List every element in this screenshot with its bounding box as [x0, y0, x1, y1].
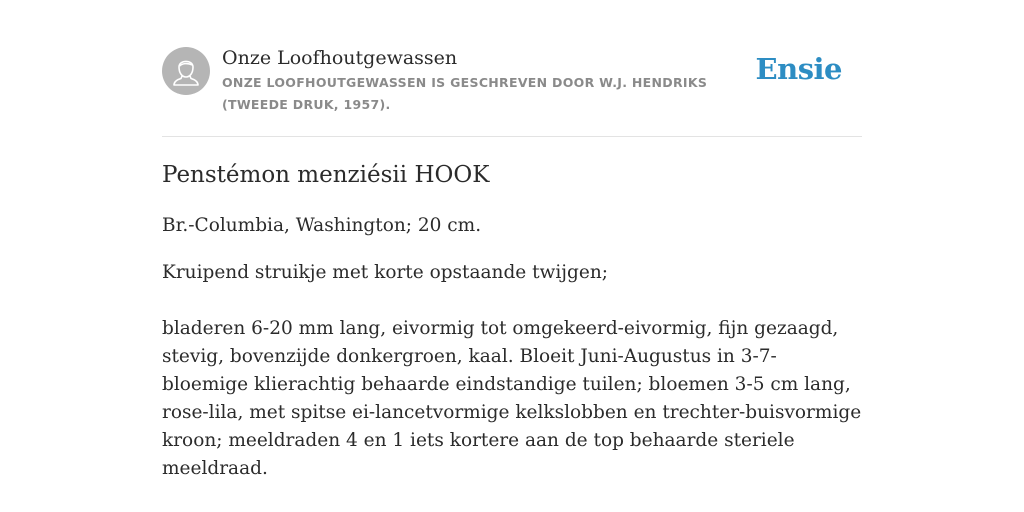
- user-silhouette-icon: [162, 47, 210, 95]
- source-header: [162, 46, 862, 137]
- source-description: ONZE LOOFHOUTGEWASSEN IS GESCHREVEN DOOR W.J. HENDRIKS (TWEEDE DRUK, 1957).: [222, 75, 708, 112]
- entry-paragraph-distribution: Br.-Columbia, Washington; 20 cm.: [162, 215, 482, 236]
- source-title[interactable]: Onze Loofhoutgewassen: [222, 47, 458, 69]
- entry-paragraph-habit: Kruipend struikje met korte opstaande twijgen;: [162, 262, 608, 283]
- avatar: [162, 47, 210, 95]
- entry-title: Penstémon menziésii HOOK: [162, 162, 490, 188]
- brand-logo-link[interactable]: Ensie: [755, 52, 842, 86]
- entry-content: [162, 158, 862, 483]
- entry-paragraph-description: bladeren 6-20 mm lang, eivormig tot omgekeerd-eivormig, fijn gezaagd, stevig, bovenzijde donkergroen, kaal. Bloeit Juni-Augustus in 3-7-bloemige klierachtig behaarde eindstandige tuilen; bloemen 3-5 cm lang, rose-lila, met spitse ei-lancetvormige kelkslobben en trechter-buisvormige kroon; meeldraden 4 en 1 iets kortere aan de top behaarde steriele meeldraad.: [162, 318, 862, 479]
